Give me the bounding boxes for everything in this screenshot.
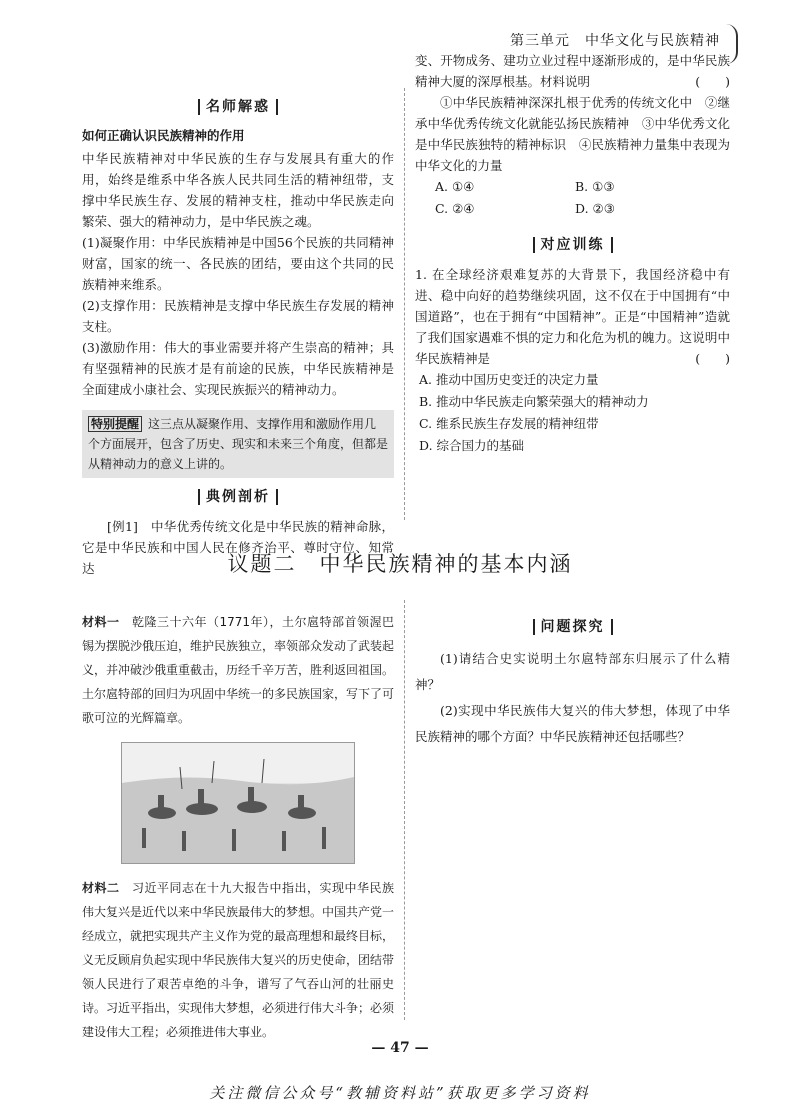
- footer-note: 关注微信公众号“教辅资料站”获取更多学习资料: [209, 1084, 591, 1102]
- q1-option-d: D. 综合国力的基础: [419, 438, 525, 453]
- example-continuation: 变、开物成务、建功立业过程中逐渐形成的，是中华民族精神大厦的深厚根基。材料说明 ( ): [415, 50, 730, 92]
- q1-option-c: C. 维系民族生存发展的精神纽带: [419, 416, 599, 431]
- bottom-left-column: [82, 610, 394, 1044]
- bottom-right-column: [415, 610, 730, 750]
- choice-b: B. ①③: [575, 179, 615, 194]
- page-number: — 47 —: [371, 1040, 429, 1056]
- q1-paren: ( ): [695, 351, 730, 366]
- special-note-box: [82, 410, 394, 478]
- example-text: 中华优秀传统文化是中华民族的精神命脉，它是中华民族和中国人民在修齐治平、尊时守位、知常达: [82, 519, 394, 576]
- q1-option-a: A. 推动中国历史变迁的决定力量: [419, 372, 599, 387]
- choice-a: A. ①④: [435, 179, 475, 194]
- material-1-text: 乾隆三十六年（1771年），土尔扈特部首领渥巴锡为摆脱沙俄压迫，维护民族独立，率领部众发动了武装起义，并冲破沙俄重重截击，历经千辛万苦，胜利返回祖国。土尔扈特部的回归为巩固中华统一的多民族国家，写下了可歌可泣的光辉篇章。: [82, 615, 395, 725]
- choice-c: C. ②④: [435, 201, 475, 216]
- note-tag: 特别提醒: [88, 416, 142, 432]
- inquiry-question-1: (1)请结合史实说明土尔扈特部东归展示了什么精神？: [415, 651, 730, 692]
- point-1: (1)凝聚作用：中华民族精神是中国56个民族的共同精神财富，国家的统一、各民族的团结，要由这个共同的民族精神来维系。: [82, 235, 394, 292]
- inquiry-question-2: (2)实现中华民族伟大复兴的伟大梦想，体现了中华民族精神的哪个方面？中华民族精神还包括哪些？: [415, 703, 730, 744]
- section-title-example: 典例剖析: [82, 486, 394, 506]
- choice-d: D. ②③: [575, 201, 615, 216]
- statements: ①中华民族精神深深扎根于优秀的传统文化中 ②继承中华优秀传统文化就能弘扬民族精神 ③中华优秀文化是中华民族独特的精神标识 ④民族精神力量集中表现为中华文化的力量: [415, 95, 730, 173]
- material-2: [82, 876, 394, 1044]
- material-2-text: 习近平同志在十九大报告中指出，实现中华民族伟大复兴是近代以来中华民族最伟大的梦想。中国共产党一经成立，就把实现共产主义作为党的最高理想和最终目标，义无反顾肩负起实现中华民族伟大复兴的历史使命，团结带领人民进行了艰苦卓绝的斗争，谱写了气吞山河的壮丽史诗。习近平指出，实现伟大梦想，必须进行伟大斗争；必须建设伟大工程；必须推进伟大事业。: [82, 881, 395, 1039]
- material-2-label: 材料二: [82, 881, 120, 895]
- point-2: (2)支撑作用：民族精神是支撑中华民族生存发展的精神支柱。: [82, 298, 394, 334]
- left-top-column: [82, 90, 394, 579]
- right-top-column: [415, 50, 730, 457]
- unit-header: 第三单元 中华文化与民族精神: [510, 33, 720, 49]
- intro-paragraph: 中华民族精神对中华民族的生存与发展具有重大的作用，始终是维系中华各族人民共同生活的精神纽带，支撑中华民族生存、发展的精神支柱，推动中华民族走向繁荣、强大的精神动力，是中华民族之魂。: [82, 151, 394, 229]
- practice-question-1: 1. 在全球经济艰难复苏的大背景下，我国经济稳中有进、稳中向好的趋势继续巩固，这不仅在于中国拥有“中国道路”，也在于拥有“中国精神”。正是“中国精神”造就了我们国家遇难不惧的定力和化危为机的魄力。这说明中华民族精神是 ( ): [415, 264, 730, 369]
- note-text: 这三点从凝聚作用、支撑作用和激励作用几个方面展开，包含了历史、现实和未来三个角度，但都是从精神动力的意义上讲的。: [88, 417, 389, 471]
- topic-title: 议题二 中华民族精神的基本内涵: [227, 552, 573, 576]
- section-title-teacher: 名师解惑: [82, 96, 394, 116]
- historical-illustration: [121, 742, 355, 864]
- subhead: 如何正确认识民族精神的作用: [82, 128, 245, 143]
- answer-paren: ( ): [695, 74, 730, 89]
- section-title-practice: 对应训练: [415, 234, 730, 254]
- column-divider-top: [404, 88, 405, 520]
- section-title-inquiry: 问题探究: [415, 616, 730, 636]
- example-choices: [415, 176, 730, 220]
- q1-option-b: B. 推动中华民族走向繁荣强大的精神动力: [419, 394, 649, 409]
- material-1-label: 材料一: [82, 615, 120, 629]
- example-label: [例1]: [107, 519, 138, 534]
- column-divider-bottom: [404, 600, 405, 1020]
- point-3: (3)激励作用：伟大的事业需要并将产生崇高的精神；具有坚强精神的民族才是有前途的民族，中华民族精神是全面建成小康社会、实现民族振兴的精神动力。: [82, 340, 394, 397]
- material-1: [82, 610, 394, 730]
